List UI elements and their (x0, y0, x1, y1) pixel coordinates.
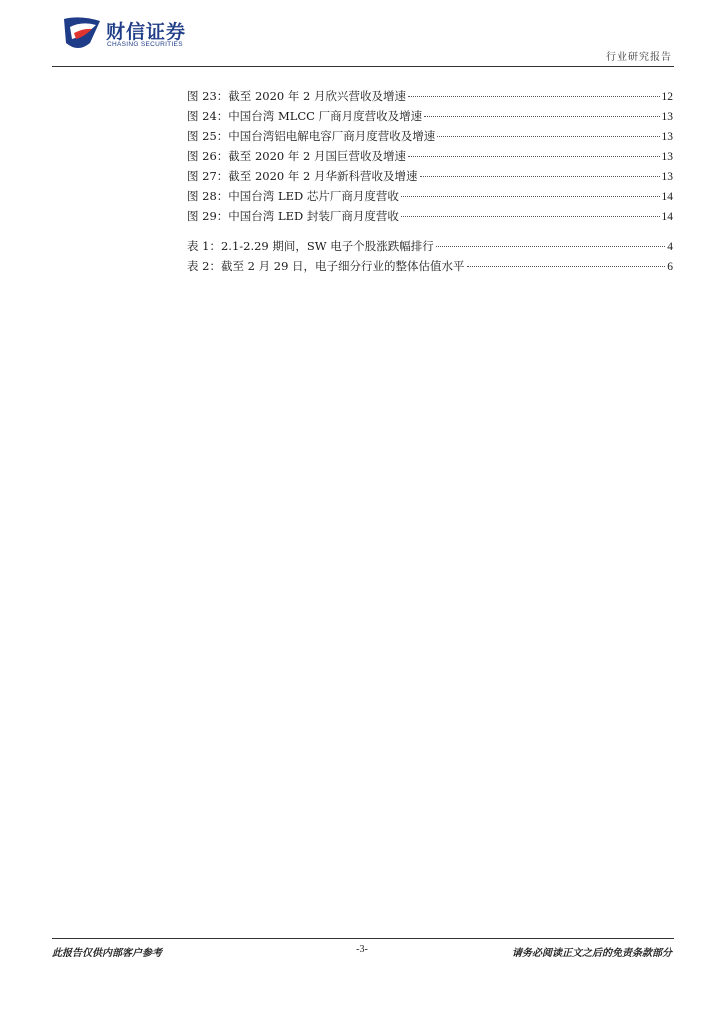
toc-entry[interactable] (187, 168, 673, 188)
toc-leader-dots (408, 96, 660, 97)
footer-divider (52, 938, 674, 939)
toc-leader-dots (401, 216, 660, 217)
toc-leader-dots (401, 196, 660, 197)
page-header (0, 0, 724, 70)
toc-entry[interactable] (187, 208, 673, 228)
header-divider (52, 66, 674, 67)
report-type: 行业研究报告 (606, 52, 672, 63)
toc-leader-dots (467, 266, 666, 267)
toc-entry-label: 表 1：2.1-2.29 期间，SW 电子个股涨跌幅排行 (187, 239, 434, 253)
toc-leader-dots (436, 246, 665, 247)
toc-entry-label: 图 26：截至 2020 年 2 月国巨营收及增速 (187, 149, 406, 163)
company-logo (60, 13, 200, 53)
toc-entry[interactable] (187, 108, 673, 128)
toc-entry-label: 图 27：截至 2020 年 2 月华新科营收及增速 (187, 169, 418, 183)
table-list (187, 238, 673, 278)
toc-entry-label: 图 24：中国台湾 MLCC 厂商月度营收及增速 (187, 109, 423, 123)
toc-entry-page: 13 (661, 151, 673, 163)
toc-entry-page: 14 (661, 211, 673, 223)
toc-leader-dots (437, 136, 659, 137)
toc-entry-page: 6 (667, 261, 673, 273)
figure-list (187, 88, 673, 228)
toc-leader-dots (424, 116, 659, 117)
toc-leader-dots (408, 156, 660, 157)
toc-leader-dots (420, 176, 660, 177)
toc-entry-label: 图 23：截至 2020 年 2 月欣兴营收及增速 (187, 89, 406, 103)
logo-mark-icon (60, 13, 104, 53)
toc-entry[interactable] (187, 148, 673, 168)
toc-entry[interactable] (187, 188, 673, 208)
toc-entry-page: 12 (661, 91, 673, 103)
toc-entry-page: 13 (661, 131, 673, 143)
toc-entry-label: 图 25：中国台湾铝电解电容厂商月度营收及增速 (187, 129, 436, 143)
footer-disclaimer-right: 请务必阅读正文之后的免责条款部分 (512, 948, 672, 959)
toc-entry-page: 13 (661, 111, 673, 123)
toc-entry[interactable] (187, 128, 673, 148)
toc-entry[interactable] (187, 258, 673, 278)
toc-entry-page: 4 (667, 241, 673, 253)
logo-text-en: CHASING SECURITIES (107, 41, 183, 48)
page-number: -3- (356, 944, 368, 955)
toc-entry-label: 图 28：中国台湾 LED 芯片厂商月度营收 (187, 189, 399, 203)
toc-entry-page: 14 (661, 191, 673, 203)
toc-entry-page: 13 (661, 171, 673, 183)
toc-entry[interactable] (187, 238, 673, 258)
logo-text-cn: 财信证券 (106, 21, 187, 43)
toc-entry[interactable] (187, 88, 673, 108)
toc-entry-label: 图 29：中国台湾 LED 封装厂商月度营收 (187, 209, 399, 223)
toc-entry-label: 表 2：截至 2 月 29 日，电子细分行业的整体估值水平 (187, 259, 465, 273)
footer-disclaimer-left: 此报告仅供内部客户参考 (52, 948, 162, 959)
